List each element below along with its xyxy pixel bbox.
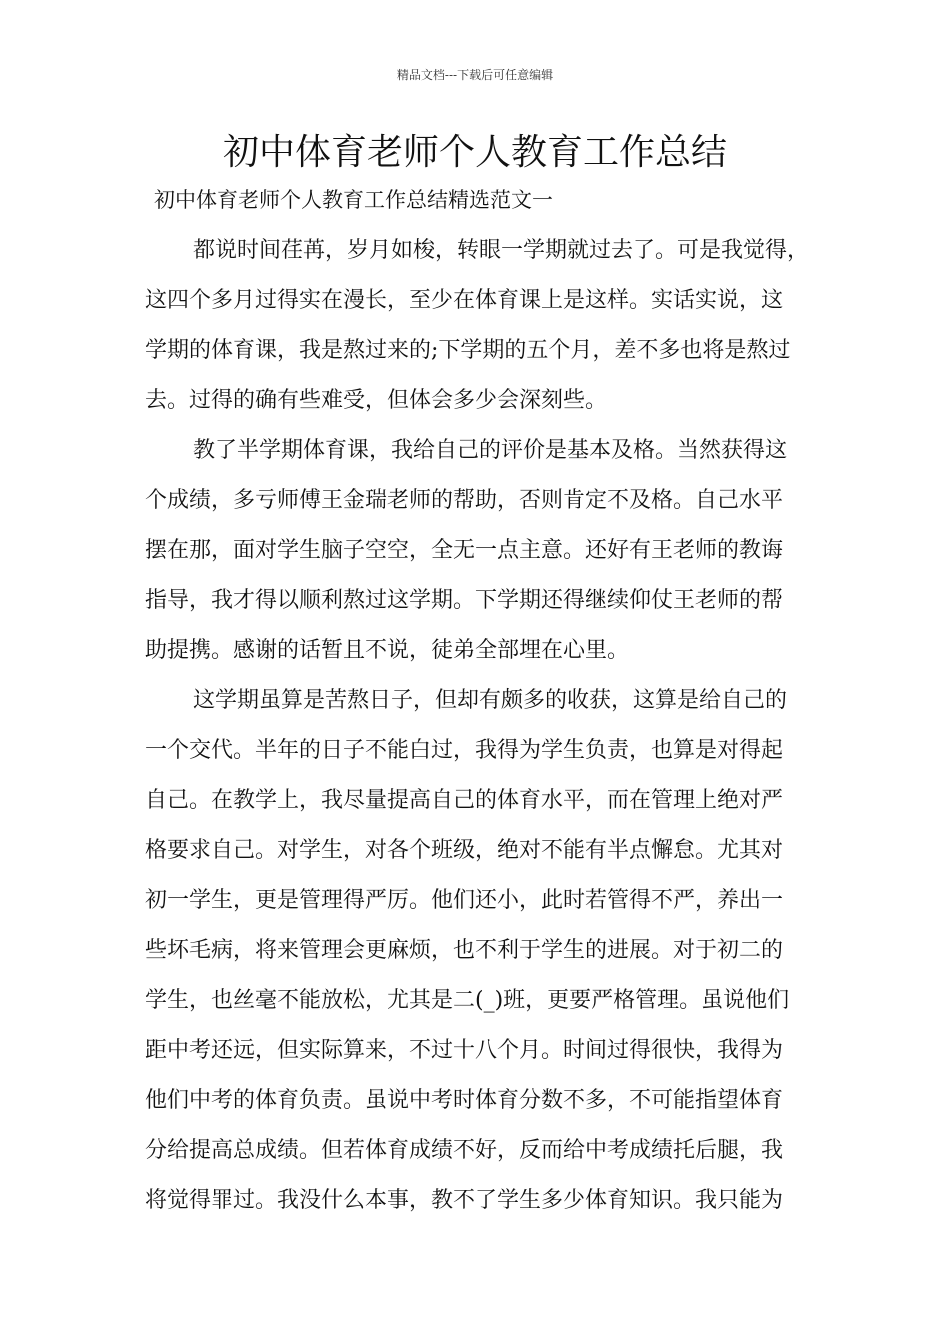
paragraph-1-line: 都说时间荏苒，岁月如梭，转眼一学期就过去了。可是我觉得， (193, 238, 810, 263)
paragraph-3-line: 学生，也丝毫不能放松，尤其是二(_)班，更要严格管理。虽说他们 (145, 988, 790, 1013)
paragraph-2-line: 教了半学期体育课，我给自己的评价是基本及格。当然获得这 (193, 438, 788, 463)
paragraph-2-line: 指导，我才得以顺利熬过这学期。下学期还得继续仰仗王老师的帮 (145, 588, 784, 613)
paragraph-3-line: 一个交代。半年的日子不能白过，我得为学生负责，也算是对得起 (145, 738, 784, 763)
paragraph-3-line: 自己。在教学上，我尽量提高自己的体育水平，而在管理上绝对严 (145, 788, 784, 813)
paragraph-3-line: 些坏毛病，将来管理会更麻烦，也不利于学生的进展。对于初二的 (145, 938, 784, 963)
paragraph-3-line: 这学期虽算是苦熬日子，但却有颇多的收获，这算是给自己的 (193, 688, 788, 713)
paragraph-3-line: 初一学生，更是管理得严厉。他们还小，此时若管得不严，养出一 (145, 888, 784, 913)
paragraph-3-line: 将觉得罪过。我没什么本事，教不了学生多少体育知识。我只能为 (145, 1188, 784, 1213)
paragraph-1-line: 这四个多月过得实在漫长，至少在体育课上是这样。实话实说，这 (145, 288, 784, 313)
page-title: 初中体育老师个人教育工作总结 (222, 132, 727, 173)
paragraph-1-line: 学期的体育课，我是熬过来的;下学期的五个月，差不多也将是熬过 (145, 338, 791, 363)
paragraph-1-line: 去。过得的确有些难受，但体会多少会深刻些。 (145, 388, 608, 413)
paragraph-2-line: 助提携。感谢的话暂且不说，徒弟全部埋在心里。 (145, 638, 630, 663)
page-subtitle: 初中体育老师个人教育工作总结精选范文一 (154, 188, 553, 212)
paragraph-3-line: 分给提高总成绩。但若体育成绩不好，反而给中考成绩托后腿，我 (145, 1138, 784, 1163)
paragraph-2-line: 摆在那，面对学生脑子空空，全无一点主意。还好有王老师的教诲 (145, 538, 784, 563)
paragraph-2-line: 个成绩，多亏师傅王金瑞老师的帮助，否则肯定不及格。自己水平 (145, 488, 784, 513)
header-note: 精品文档---下载后可任意编辑 (396, 68, 554, 82)
paragraph-3-line: 距中考还远，但实际算来，不过十八个月。时间过得很快，我得为 (145, 1038, 784, 1063)
paragraph-3-line: 格要求自己。对学生，对各个班级，绝对不能有半点懈怠。尤其对 (145, 838, 784, 863)
paragraph-3-line: 他们中考的体育负责。虽说中考时体育分数不多，不可能指望体育 (145, 1088, 784, 1113)
